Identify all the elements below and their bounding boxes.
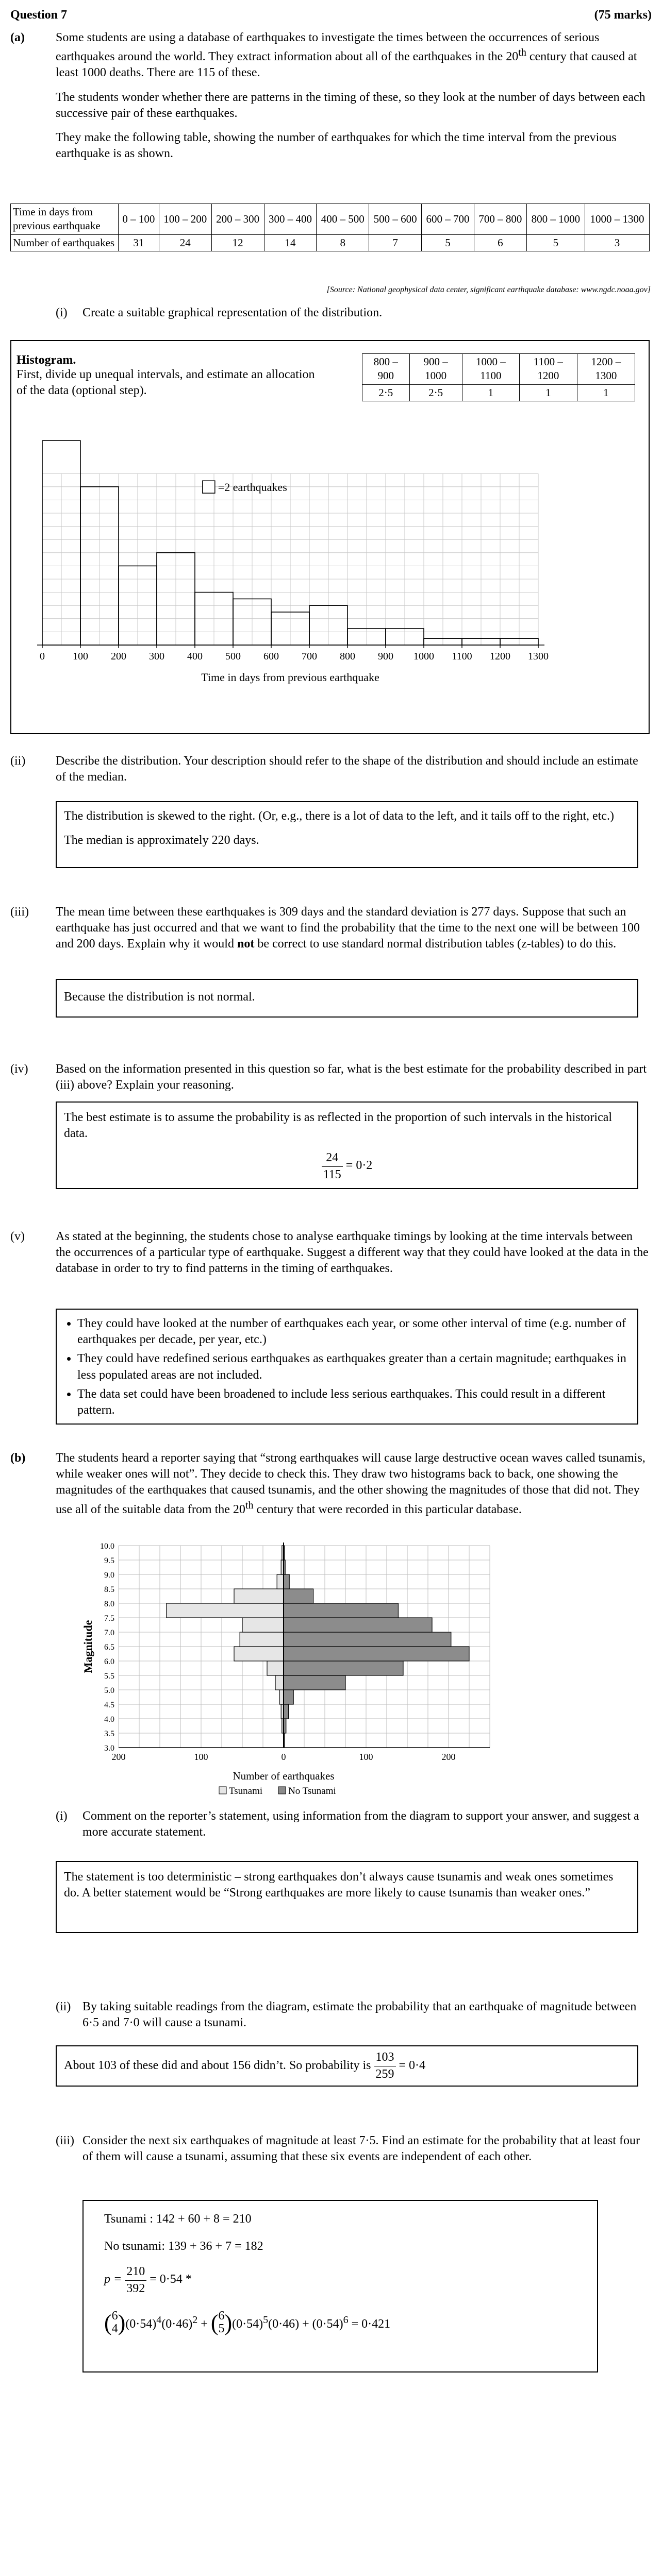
part-b-ii-label: (ii)	[56, 2000, 71, 2013]
tsunami-bar	[242, 1618, 284, 1632]
denominator: 259	[375, 2067, 394, 2081]
histogram-bar	[42, 440, 80, 645]
legend-no-tsunami: No Tsunami	[288, 1786, 336, 1797]
tsunami-bar	[234, 1647, 284, 1661]
list-item: • They could have looked at the number of earthquakes each year, or some other interval of time (e.g. number of earthquakes per decade, per year, etc.)	[77, 1316, 630, 1348]
binomial-expression: ( 6 4 ) $(0\cdot 54)^4(0\cdot 46)^2$ + ( 6 5 ) $(0\cdot 54)^5(0\cdot 46) + (0\cdot 54)^6 = 0\cdot 421$	[104, 2309, 391, 2336]
interval-cell: 300 – 400	[264, 204, 317, 235]
answer-text: The distribution is skewed to the right. (Or, e.g., there is a lot of data to the left, and it tails off to the right, etc.)	[64, 809, 615, 823]
y-tick-label: 6.5	[104, 1643, 114, 1652]
result: = 0·2	[345, 1159, 373, 1173]
histogram-bar	[195, 592, 233, 645]
interval-cell: 100 – 200	[159, 204, 211, 235]
legend-swatch-tsunami	[219, 1787, 226, 1794]
part-b-iii-answer-box	[82, 2200, 598, 2372]
x-tick-label: 200	[111, 1752, 126, 1762]
result: = 0·4	[399, 2059, 426, 2073]
row-label: Time in days from previous earthquake	[11, 204, 119, 235]
histogram-bar	[271, 612, 309, 645]
binom-bottom: 4	[111, 2322, 118, 2336]
no-tsunami-bar	[284, 1603, 398, 1618]
fraction	[125, 2264, 146, 2296]
denominator: 115	[323, 1167, 341, 1181]
answer-formula	[64, 1150, 630, 1182]
y-tick-label: 9.0	[104, 1571, 114, 1580]
alloc-value: 1	[577, 384, 635, 401]
legend-square	[203, 481, 215, 493]
x-tick-label: 1300	[528, 651, 549, 662]
no-tsunami-bar	[284, 1704, 289, 1719]
distribution-table	[10, 204, 650, 251]
histogram-answer-box	[10, 340, 650, 734]
table-row	[362, 384, 635, 401]
answer-p	[104, 2264, 576, 2296]
interval-cell: 1000 – 1300	[585, 204, 650, 235]
list-item: • The data set could have been broadened to include less serious earthquakes. This could result in a different pattern.	[77, 1386, 630, 1418]
p-label: p =	[104, 2273, 122, 2286]
answer-list	[64, 1316, 630, 1418]
histogram-bar	[309, 605, 347, 645]
count-cell: 31	[119, 234, 159, 251]
x-tick-label: 100	[73, 651, 88, 662]
text-run: The mean time between these earthquakes is 309 days and the standard deviation is 277 days. Suppose that such an earthquake has just occurred and that we want to find the probability that the time to the next one will be between 100 and 200 days. Explain why it would	[56, 905, 640, 951]
x-tick-label: 1000	[413, 651, 434, 662]
source-note: [Source: National geophysical data center, significant earthquake database: www.ngdc.noaa.gov]	[326, 285, 651, 294]
alloc-interval: 1000 – 1100	[462, 354, 520, 385]
row-label: Number of earthquakes	[11, 234, 119, 251]
fraction	[374, 2049, 396, 2082]
no-tsunami-bar	[284, 1632, 451, 1647]
y-tick-label: 10.0	[100, 1542, 114, 1551]
count-cell: 24	[159, 234, 211, 251]
interval-cell: 700 – 800	[474, 204, 526, 235]
y-tick-label: 4.5	[104, 1701, 114, 1709]
part-a-v-text: As stated at the beginning, the students chose to analyse earthquake timings by looking at the time intervals between the occurrences of a particular type of earthquake. Suggest a different way that they could have looked at the data in the database in order to try to find patterns in the timing of earthquakes.	[56, 1230, 649, 1276]
histogram-bar	[80, 487, 119, 645]
answer-text: About 103 of these did and about 156 didn’t. So probability is	[64, 2059, 371, 2073]
x-tick-label: 700	[302, 651, 317, 662]
part-a-para2: The students wonder whether there are patterns in the timing of these, so they look at the number of days between each successive pair of these earthquakes.	[56, 90, 646, 120]
alloc-interval: 1200 – 1300	[577, 354, 635, 385]
count-cell: 14	[264, 234, 317, 251]
count-cell: 5	[422, 234, 474, 251]
y-axis-label: Magnitude	[81, 1620, 94, 1673]
numerator: 210	[125, 2264, 146, 2280]
part-a-label: (a)	[10, 31, 25, 44]
x-axis-label: Number of earthquakes	[233, 1770, 335, 1782]
list-item: • They could have redefined serious earthquakes as earthquakes greater than a certain magnitude; earthquakes in less populated areas are not included.	[77, 1351, 630, 1383]
x-tick-label: 600	[263, 651, 279, 662]
question-marks: (75 marks)	[594, 8, 652, 22]
histogram-bar	[386, 629, 424, 645]
part-b-ii-answer-box	[56, 2045, 638, 2087]
alloc-value: 1	[520, 384, 577, 401]
histogram-chart	[32, 439, 640, 717]
histogram-bar	[157, 553, 195, 645]
part-a-iii-label: (iii)	[10, 905, 29, 919]
part-a-ii-answer-box	[56, 801, 638, 868]
result: = 0·54 *	[150, 2273, 192, 2286]
part-a-ii-text: Describe the distribution. Your description should refer to the shape of the distribution and should include an estimate of the median.	[56, 754, 638, 784]
x-tick-label: 1200	[490, 651, 510, 662]
histogram-bar	[119, 566, 157, 645]
part-a-para3: They make the following table, showing the number of earthquakes for which the time interval from the previous earthquake is as shown.	[56, 130, 617, 161]
alloc-value: 2·5	[362, 384, 410, 401]
binom-top: 6	[218, 2309, 225, 2323]
y-tick-label: 4.0	[104, 1715, 114, 1724]
part-a-iv-text: Based on the information presented in this question so far, what is the best estimate for the probability described in part (iii) above? Explain your reasoning.	[56, 1062, 647, 1092]
y-tick-label: 3.0	[104, 1744, 114, 1753]
text-run: not	[237, 937, 255, 951]
binom-top: 6	[111, 2309, 118, 2323]
part-b-text: The students heard a reporter saying that “strong earthquakes will cause large destructive ocean waves called tsunamis, while weaker ones will not”. They decide to check this. They draw two histograms back to back, one showing the magnitudes of the earthquakes that caused tsunamis, and the other showing the magnitudes of those that did not. They use all of the suitable data from the 20th century that were recorded in this particular database.	[56, 1451, 646, 1516]
tsunami-bar	[275, 1675, 284, 1690]
x-tick-label: 0	[281, 1752, 286, 1762]
part-a-iii-text	[56, 904, 649, 953]
count-cell: 12	[211, 234, 264, 251]
no-tsunami-bar	[284, 1647, 469, 1661]
y-tick-label: 5.5	[104, 1672, 114, 1681]
part-b-i-label: (i)	[56, 1809, 68, 1823]
question-title: Question 7	[10, 8, 68, 22]
x-tick-label: 200	[441, 1752, 456, 1762]
x-tick-label: 0	[40, 651, 45, 662]
part-a-intro	[56, 30, 649, 170]
answer-text: The median is approximately 220 days.	[64, 834, 259, 848]
count-cell: 6	[474, 234, 526, 251]
histogram-bar	[233, 599, 271, 645]
tsunami-bar	[267, 1661, 284, 1675]
alloc-interval: 1100 – 1200	[520, 354, 577, 385]
x-tick-label: 300	[149, 651, 164, 662]
interval-cell: 800 – 1000	[526, 204, 585, 235]
tsunami-bar	[277, 1574, 284, 1589]
answer-text: The statement is too deterministic – strong earthquakes don’t always cause tsunamis and weak ones sometimes do. A better statement would be “Strong earthquakes are more likely to cause tsunamis than weaker ones.”	[64, 1870, 614, 1900]
y-tick-label: 7.5	[104, 1614, 114, 1623]
no-tsunami-bar	[284, 1661, 403, 1675]
x-tick-label: 500	[225, 651, 241, 662]
table-row	[11, 204, 650, 235]
tsunami-bar	[234, 1589, 284, 1603]
allocation-table	[362, 353, 635, 401]
interval-cell: 0 – 100	[119, 204, 159, 235]
part-a-v-answer-box	[56, 1309, 638, 1425]
answer-line: No tsunami: 139 + 36 + 7 = 182	[104, 2240, 263, 2253]
histogram-bar	[462, 638, 500, 645]
part-a-iv-answer-box	[56, 1101, 638, 1189]
interval-cell: 500 – 600	[369, 204, 422, 235]
no-tsunami-bar	[284, 1574, 289, 1589]
histogram-instruction: First, divide up unequal intervals, and estimate an allocation of the data (optional step).	[16, 368, 315, 398]
answer-text: The best estimate is to assume the probability is as reflected in the proportion of such intervals in the historical data.	[64, 1111, 613, 1141]
x-tick-label: 100	[359, 1752, 373, 1762]
x-axis-label: Time in days from previous earthquake	[201, 671, 379, 684]
y-tick-label: 7.0	[104, 1629, 114, 1637]
histogram-heading: Histogram.	[16, 353, 76, 367]
x-tick-label: 400	[187, 651, 203, 662]
interval-cell: 600 – 700	[422, 204, 474, 235]
y-tick-label: 8.5	[104, 1585, 114, 1594]
part-a-iii-answer-box	[56, 979, 638, 1018]
alloc-value: 1	[462, 384, 520, 401]
count-cell: 3	[585, 234, 650, 251]
tsunami-bar	[240, 1632, 284, 1647]
table-row	[362, 354, 635, 385]
legend-swatch-no-tsunami	[278, 1787, 286, 1794]
count-cell: 5	[526, 234, 585, 251]
y-tick-label: 5.0	[104, 1686, 114, 1695]
tsunami-bar	[279, 1690, 284, 1704]
answer-text: Because the distribution is not normal.	[64, 990, 255, 1004]
part-b-iii-label: (iii)	[56, 2134, 74, 2147]
part-a-i-label: (i)	[56, 306, 68, 319]
numerator: 24	[322, 1150, 343, 1166]
histogram-bar	[347, 629, 386, 645]
answer-line: Tsunami : 142 + 60 + 8 = 210	[104, 2212, 252, 2226]
part-a-ii-label: (ii)	[10, 754, 26, 768]
table-row	[11, 234, 650, 251]
part-a-v-label: (v)	[10, 1230, 25, 1243]
part-a-para1: Some students are using a database of earthquakes to investigate the times between the occurrences of serious earthquakes around the world. They extract information about all of the earthquakes in the 20th century that caused at least 1000 deaths. There are 115 of these.	[56, 31, 637, 80]
legend-tsunami: Tsunami	[229, 1786, 263, 1797]
part-a-iv-label: (iv)	[10, 1062, 28, 1076]
part-b-i-text: Comment on the reporter’s statement, using information from the diagram to support your answer, and suggest a more accurate statement.	[82, 1809, 639, 1839]
part-a-i-text: Create a suitable graphical representation of the distribution.	[82, 306, 383, 319]
x-tick-label: 800	[340, 651, 355, 662]
x-tick-label: 100	[194, 1752, 208, 1762]
interval-cell: 200 – 300	[211, 204, 264, 235]
denominator: 392	[126, 2281, 145, 2295]
alloc-interval: 800 – 900	[362, 354, 410, 385]
fraction	[322, 1150, 343, 1182]
interval-cell: 400 – 500	[317, 204, 369, 235]
histogram-bar	[500, 638, 538, 645]
x-tick-label: 1100	[452, 651, 472, 662]
y-tick-label: 3.5	[104, 1730, 114, 1738]
alloc-interval: 900 – 1000	[409, 354, 462, 385]
count-cell: 8	[317, 234, 369, 251]
part-b-i-answer-box	[56, 1861, 638, 1933]
part-b-iii-text: Consider the next six earthquakes of magnitude at least 7·5. Find an estimate for the probability that at least four of them will cause a tsunami, assuming that these six events are independent of each other.	[82, 2134, 640, 2164]
y-tick-label: 6.0	[104, 1657, 114, 1666]
no-tsunami-bar	[284, 1589, 313, 1603]
tsunami-bar	[167, 1603, 284, 1618]
part-b-label: (b)	[10, 1451, 26, 1465]
legend-label: =2 earthquakes	[218, 481, 287, 494]
histogram-bar	[424, 638, 462, 645]
count-cell: 7	[369, 234, 422, 251]
x-tick-label: 200	[111, 651, 126, 662]
x-tick-label: 900	[378, 651, 393, 662]
y-tick-label: 8.0	[104, 1600, 114, 1608]
back-to-back-histogram	[77, 1540, 541, 1797]
no-tsunami-bar	[284, 1675, 345, 1690]
numerator: 103	[374, 2049, 396, 2066]
y-tick-label: 9.5	[104, 1556, 114, 1565]
text-run: be correct to use standard normal distribution tables (z-tables) to do this.	[254, 937, 617, 951]
part-b-ii-text: By taking suitable readings from the diagram, estimate the probability that an earthquake of magnitude between 6·5 and 7·0 will cause a tsunami.	[82, 2000, 637, 2030]
no-tsunami-bar	[284, 1690, 293, 1704]
alloc-value: 2·5	[409, 384, 462, 401]
no-tsunami-bar	[284, 1618, 432, 1632]
binom-bottom: 5	[218, 2322, 225, 2336]
